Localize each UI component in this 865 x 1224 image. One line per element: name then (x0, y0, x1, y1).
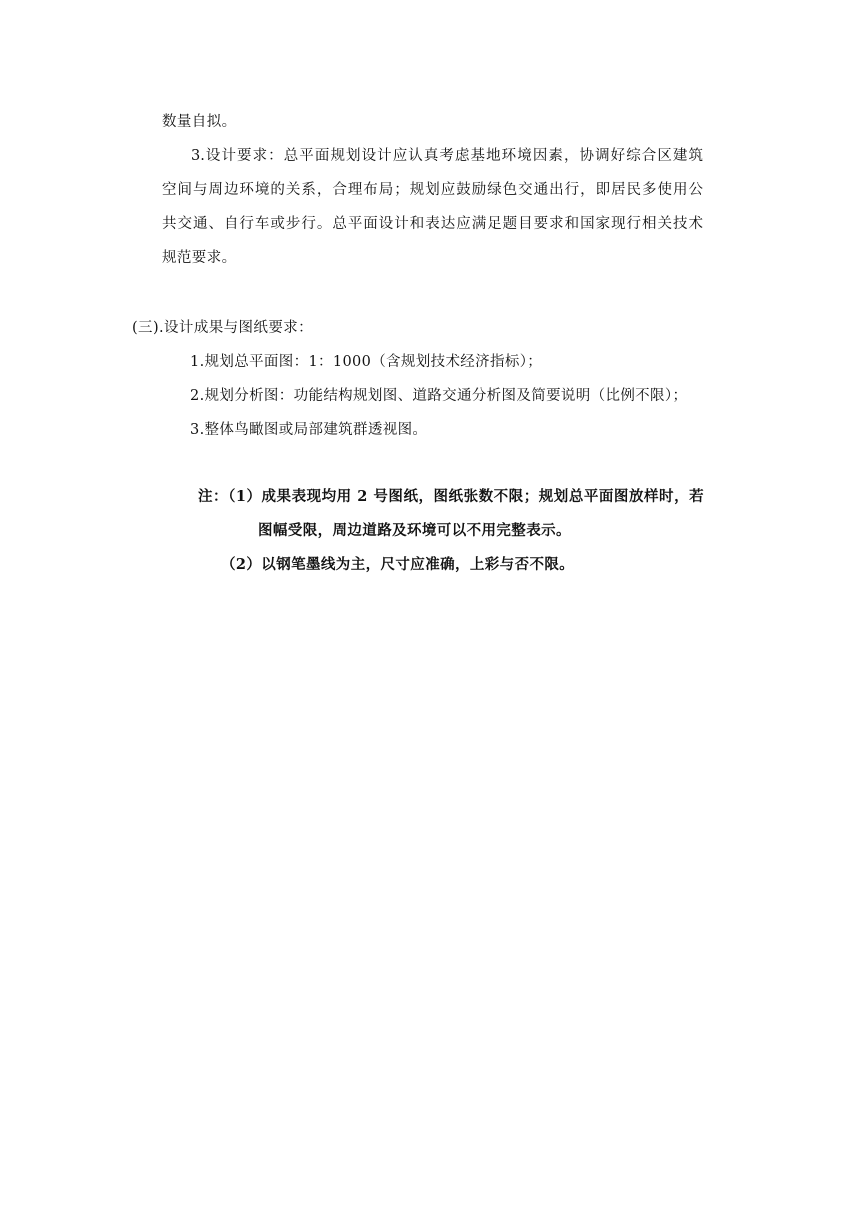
design-requirements-line-2: 空间与周边环境的关系，合理布局；规划应鼓励绿色交通出行，即居民多使用公 (162, 182, 703, 198)
note-line-3: （2）以钢笔墨线为主，尺寸应准确，上彩与否不限。 (221, 556, 575, 573)
design-requirements-line-4: 规范要求。 (162, 250, 237, 266)
note-line-1: 注：（1）成果表现均用 2 号图纸，图纸张数不限；规划总平面图放样时，若 (198, 488, 704, 505)
section-three-item-3: 3.整体鸟瞰图或局部建筑群透视图。 (190, 422, 428, 438)
note-line-2: 图幅受限，周边道路及环境可以不用完整表示。 (258, 522, 571, 539)
continuation-text: 数量自拟。 (162, 114, 237, 130)
section-three-item-2: 2.规划分析图：功能结构规划图、道路交通分析图及简要说明（比例不限）； (190, 388, 688, 404)
design-requirements-line-3: 共交通、自行车或步行。总平面设计和表达应满足题目要求和国家现行相关技术 (162, 216, 703, 232)
section-three-item-1: 1.规划总平面图：1：1000（含规划技术经济指标）； (190, 354, 543, 370)
section-three-title: (三).设计成果与图纸要求： (132, 320, 314, 336)
design-requirements-line-1: 3.设计要求：总平面规划设计应认真考虑基地环境因素，协调好综合区建筑 (191, 148, 703, 164)
